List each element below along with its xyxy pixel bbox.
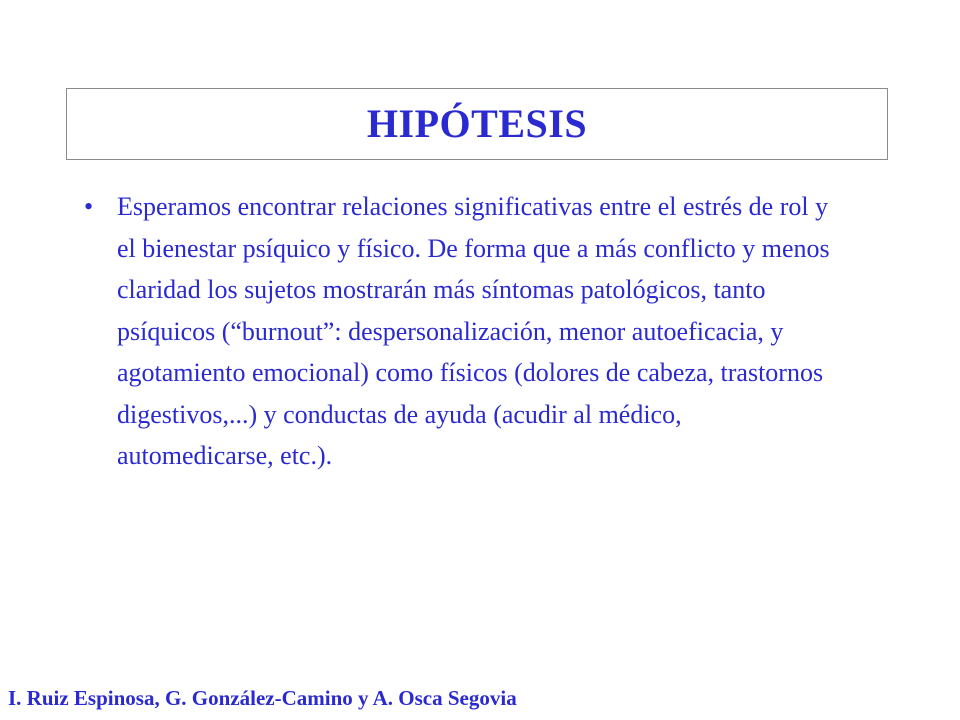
bullet-item [84, 186, 844, 477]
bullet-marker: • [84, 192, 94, 221]
bullet-list [84, 186, 844, 477]
author-footer: I. Ruiz Espinosa, G. González-Camino y A. Osca Segovia [8, 686, 517, 710]
slide-title: HIPÓTESIS [366, 101, 588, 146]
title-box [66, 88, 888, 160]
bullet-text: Esperamos encontrar relaciones significativas entre el estrés de rol y el bienestar psíquico y físico. De forma que a más conflicto y menos claridad los sujetos mostrarán más síntomas patológicos, tanto psíquicos (“burnout”: despersonalización, menor autoeficacia, y agotamiento emocional) como físicos (dolores de cabeza, trastornos digestivos,...) y conductas de ayuda (acudir al médico, automedicarse, etc.). [117, 192, 830, 470]
